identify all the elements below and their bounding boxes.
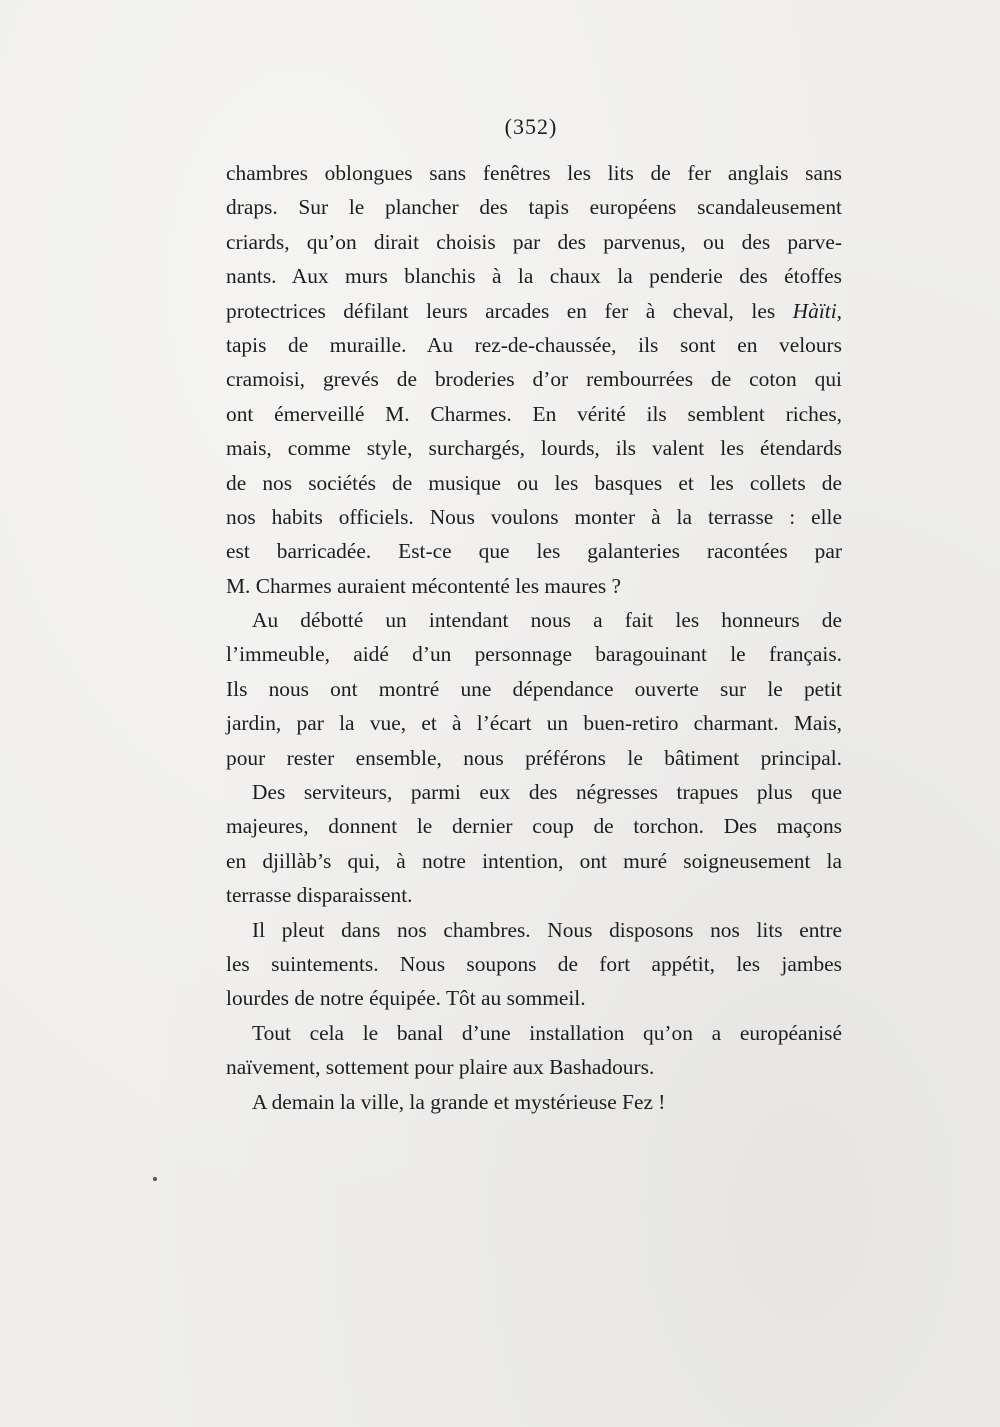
text-line-content: Ils nous ont montré une dépendance ouverte sur le petit [226,676,842,701]
body-text [226,156,842,1119]
text-line [226,672,842,706]
text-line [226,294,842,328]
text-line [226,809,842,843]
text-line [226,637,842,671]
text-line [226,156,842,190]
text-line-content: nants. Aux murs blanchis à la chaux la penderie des étoffes [226,264,842,289]
text-line [226,500,842,534]
page-number: (352) [504,114,558,139]
text-line [226,981,842,1015]
italic-word: Hàïti, [792,298,842,323]
text-line [226,225,842,259]
text-line [226,1085,842,1119]
text-line [226,603,842,637]
text-line-content: protectrices défilant leurs arcades en fer à cheval, les [226,298,776,323]
text-line [226,328,842,362]
text-line [226,1016,842,1050]
text-line-content: naïvement, sottement pour plaire aux Bashadours. [226,1055,655,1080]
text-line-content: majeures, donnent le dernier coup de torchon. Des maçons [226,814,842,839]
text-line-content: A demain la ville, la grande et mystérieuse Fez ! [252,1089,666,1114]
text-line [226,431,842,465]
text-line-content: en djillàb’s qui, à notre intention, ont muré soigneusement la [226,848,842,873]
text-line [226,706,842,740]
text-line-content: est barricadée. Est-ce que les galanteries racontées par [226,539,842,564]
text-line [226,913,842,947]
ink-speck [153,1177,157,1181]
text-line-content: Au débotté un intendant nous a fait les honneurs de [252,608,842,633]
text-line-content: nos habits officiels. Nous voulons monter à la terrasse : elle [226,504,842,529]
text-line [226,259,842,293]
text-line-content: chambres oblongues sans fenêtres les lits de fer anglais sans [226,161,842,185]
text-line-content: l’immeuble, aidé d’un personnage baragouinant le français. [226,642,842,667]
text-line-content: terrasse disparaissent. [226,883,413,908]
text-line [226,190,842,224]
text-line-content: tapis de muraille. Au rez-de-chaussée, ils sont en velours [226,332,842,357]
text-line [226,466,842,500]
text-line-content: de nos sociétés de musique ou les basques et les collets de [226,470,842,495]
text-line [226,569,842,603]
text-line-content: criards, qu’on dirait choisis par des parvenus, ou des parve- [226,229,842,254]
text-line-content: pour rester ensemble, nous préférons le bâtiment principal. [226,745,842,770]
text-line [226,397,842,431]
text-line [226,775,842,809]
text-line [226,362,842,396]
text-line-content: Des serviteurs, parmi eux des négresses trapues plus que [252,780,842,805]
text-line-content: Il pleut dans nos chambres. Nous disposons nos lits entre [252,917,842,942]
text-line [226,534,842,568]
text-line-content: lourdes de notre équipée. Tôt au sommeil. [226,986,586,1011]
text-line-content: mais, comme style, surchargés, lourds, ils valent les étendards [226,436,842,461]
text-line-content: cramoisi, grevés de broderies d’or rembourrées de coton qui [226,367,842,392]
text-line-content: les suintements. Nous soupons de fort appétit, les jambes [226,951,842,976]
text-line-content: jardin, par la vue, et à l’écart un buen-retiro charmant. Mais, [226,711,842,736]
text-line [226,878,842,912]
text-line [226,1050,842,1084]
text-line [226,844,842,878]
text-line-content: ont émerveillé M. Charmes. En vérité ils semblent riches, [226,401,842,426]
text-line-content: M. Charmes auraient mécontenté les maures ? [226,573,621,598]
text-line-content: Tout cela le banal d’une installation qu’on a européanisé [252,1020,842,1045]
text-line [226,947,842,981]
text-line-content: draps. Sur le plancher des tapis européens scandaleusement [226,195,842,220]
text-line [226,741,842,775]
